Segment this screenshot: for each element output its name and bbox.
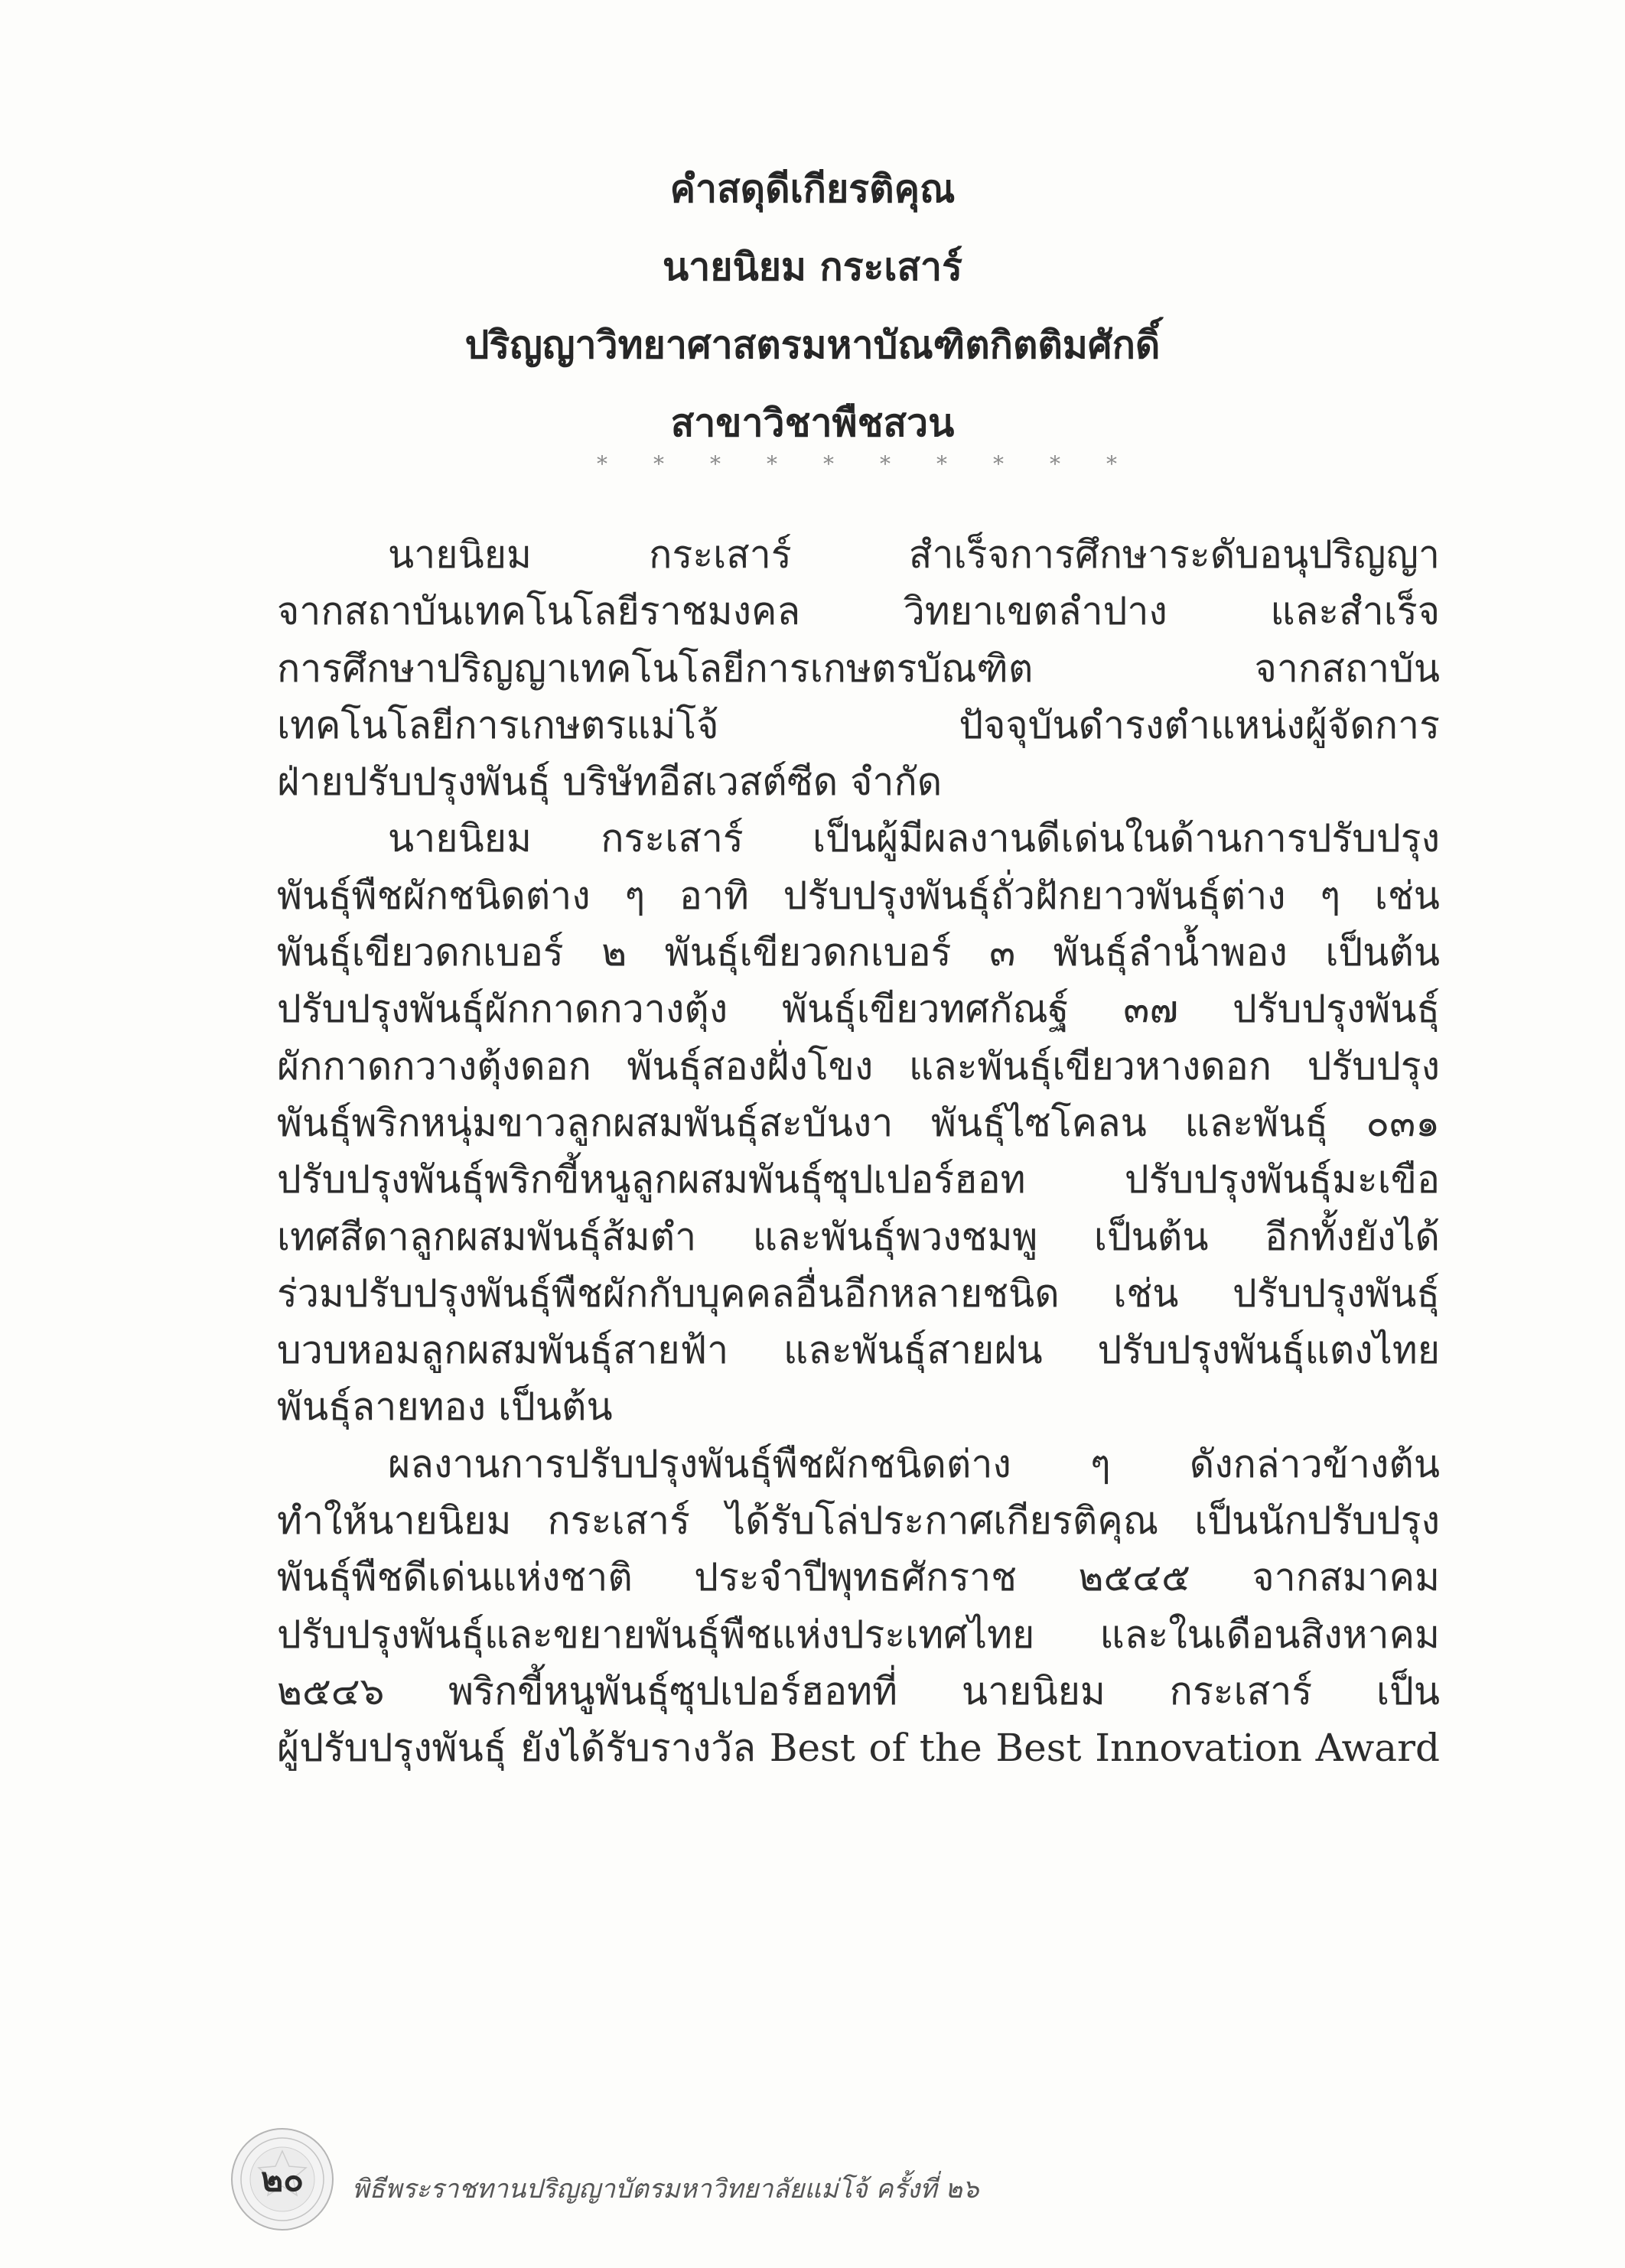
star: * xyxy=(653,451,664,477)
text-line: ปรับปรุงพันธุ์พริกขี้หนูลูกผสมพันธุ์ซุปเปอร์ฮอท ปรับปรุงพันธุ์มะเขือ xyxy=(277,1157,1440,1202)
text-line: ผักกาดกวางตุ้งดอก พันธุ์สองฝั่งโขง และพันธุ์เขียวหางดอก ปรับปรุง xyxy=(277,1043,1440,1088)
text-line: ปรับปรุงพันธุ์และขยายพันธุ์พืชแห่งประเทศไทย และในเดือนสิงหาคม xyxy=(277,1612,1440,1657)
honoree-name: นายนิยม กระเสาร์ xyxy=(663,245,962,289)
star: * xyxy=(936,451,947,477)
text-line: การศึกษาปริญญาเทคโนโลยีการเกษตรบัณฑิต จากสถาบัน xyxy=(277,646,1440,691)
text-line: นายนิยม กระเสาร์ สำเร็จการศึกษาระดับอนุปริญญา xyxy=(388,532,1440,577)
text-line: ผู้ปรับปรุงพันธุ์ ยังได้รับรางวัล Best of the Best Innovation Award xyxy=(277,1726,1440,1771)
text-line: ปรับปรุงพันธุ์ผักกาดกวางตุ้ง พันธุ์เขียวทศกัณฐ์ ๓๗ ปรับปรุงพันธุ์ xyxy=(277,987,1440,1032)
text-line: พันธุ์ลายทอง เป็นต้น xyxy=(277,1385,613,1430)
text-line: จากสถาบันเทคโนโลยีราชมงคล วิทยาเขตลำปาง และสำเร็จ xyxy=(277,589,1440,634)
star: * xyxy=(823,451,834,477)
star: * xyxy=(597,451,607,477)
star: * xyxy=(880,451,891,477)
star: * xyxy=(767,451,777,477)
title-heading: คำสดุดีเกียรติคุณ xyxy=(669,167,956,211)
field-of-study: สาขาวิชาพืชสวน xyxy=(670,401,955,445)
star-divider xyxy=(597,451,1117,477)
text-line: พันธุ์พืชดีเด่นแห่งชาติ ประจำปีพุทธศักราช ๒๕๔๕ จากสมาคม xyxy=(277,1555,1440,1600)
university-seal-icon xyxy=(230,2126,335,2232)
text-line: เทคโนโลยีการเกษตรแม่โจ้ ปัจจุบันดำรงตำแหน่งผู้จัดการ xyxy=(277,702,1440,747)
text-line: ร่วมปรับปรุงพันธุ์พืชผักกับบุคคลอื่นอีกหลายชนิด เช่น ปรับปรุงพันธุ์ xyxy=(277,1271,1440,1316)
degree-title: ปริญญาวิทยาศาสตรมหาบัณฑิตกิตติมศักดิ์ xyxy=(464,323,1161,367)
text-line: ทำให้นายนิยม กระเสาร์ ได้รับโล่ประกาศเกียรติคุณ เป็นนักปรับปรุง xyxy=(277,1498,1440,1544)
text-line: ผลงานการปรับปรุงพันธุ์พืชผักชนิดต่าง ๆ ดังกล่าวข้างต้น xyxy=(388,1441,1440,1486)
text-line: ๒๕๔๖ พริกขี้หนูพันธุ์ซุปเปอร์ฮอทที่ นายนิยม กระเสาร์ เป็น xyxy=(277,1668,1440,1713)
star: * xyxy=(1050,451,1060,477)
body-text xyxy=(277,526,1440,1777)
text-line: บวบหอมลูกผสมพันธุ์สายฟ้า และพันธุ์สายฝน ปรับปรุงพันธุ์แตงไทย xyxy=(277,1328,1440,1373)
star: * xyxy=(1106,451,1117,477)
text-line: พันธุ์พริกหนุ่มขาวลูกผสมพันธุ์สะบันงา พันธุ์ไซโคลน และพันธุ์ ๐๓๑ xyxy=(277,1100,1440,1145)
text-line: นายนิยม กระเสาร์ เป็นผู้มีผลงานดีเด่นในด้านการปรับปรุง xyxy=(388,816,1440,861)
title-block xyxy=(0,150,1625,462)
page-number: ๒๐ xyxy=(261,2160,304,2199)
page-footer xyxy=(230,2126,1530,2234)
text-line: เทศสีดาลูกผสมพันธุ์ส้มตำ และพันธุ์พวงชมพู เป็นต้น อีกทั้งยังได้ xyxy=(277,1214,1440,1259)
star: * xyxy=(710,451,721,477)
star: * xyxy=(993,451,1004,477)
text-line: พันธุ์เขียวดกเบอร์ ๒ พันธุ์เขียวดกเบอร์ ๓ พันธุ์ลำน้ำพอง เป็นต้น xyxy=(277,930,1440,975)
text-line: พันธุ์พืชผักชนิดต่าง ๆ อาทิ ปรับปรุงพันธุ์ถั่วฝักยาวพันธุ์ต่าง ๆ เช่น xyxy=(277,873,1440,918)
ceremony-caption: พิธีพระราชทานปริญญาบัตรมหาวิทยาลัยแม่โจ้ ครั้งที่ ๒๖ xyxy=(352,2174,979,2205)
text-line: ฝ่ายปรับปรุงพันธุ์ บริษัทอีสเวสต์ซีด จำกัด xyxy=(277,760,943,805)
